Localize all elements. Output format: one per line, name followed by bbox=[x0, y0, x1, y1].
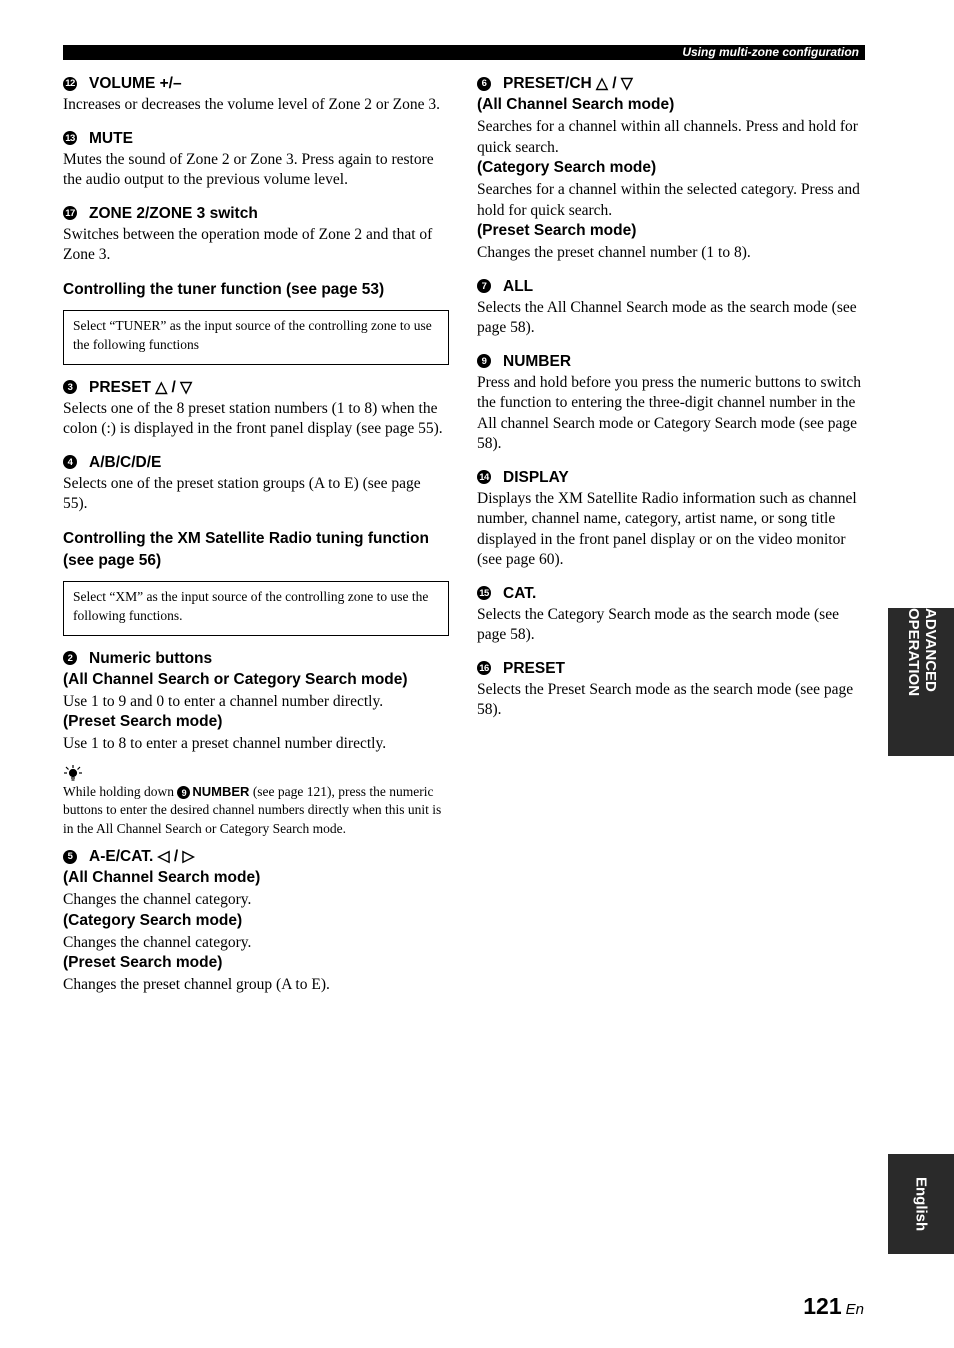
all-item bbox=[477, 277, 865, 339]
tuner-heading: Controlling the tuner function (see page 53) bbox=[63, 280, 385, 298]
numeric-title: Numeric buttons bbox=[89, 649, 213, 667]
advanced-operation-label: ADVANCED OPERATION bbox=[905, 608, 939, 697]
volume-item bbox=[63, 74, 449, 116]
display-item bbox=[477, 468, 865, 571]
presetch-item bbox=[477, 74, 865, 264]
display-title: DISPLAY bbox=[503, 468, 569, 486]
number-badge: 2 bbox=[63, 651, 77, 665]
tip-lightbulb-icon bbox=[63, 764, 83, 781]
volume-title: VOLUME +/– bbox=[89, 75, 182, 92]
numeric-text1: Use 1 to 9 and 0 to enter a channel number directly. bbox=[63, 692, 384, 710]
number-badge: 3 bbox=[63, 380, 77, 394]
number-badge: 5 bbox=[63, 850, 77, 864]
page-number bbox=[803, 1293, 864, 1320]
number-badge: 12 bbox=[63, 77, 77, 91]
english-tab bbox=[888, 1154, 954, 1254]
number-badge: 9 bbox=[177, 786, 190, 799]
number-button-ref: NUMBER bbox=[192, 783, 250, 799]
volume-text: Increases or decreases the volume level of Zone 2 or Zone 3. bbox=[63, 96, 441, 113]
presetch-text1: Searches for a channel within all channels. Press and hold for quick search. bbox=[477, 118, 858, 156]
zone-item bbox=[63, 204, 449, 266]
aecat-title: A-E/CAT. ◁ / ▷ bbox=[89, 848, 195, 865]
number-badge: 14 bbox=[477, 470, 491, 484]
numeric-sub1: (All Channel Search or Category Search mode) bbox=[63, 670, 408, 688]
page-number-value: 121 bbox=[803, 1293, 842, 1319]
number-badge: 9 bbox=[477, 354, 491, 368]
preset-item bbox=[63, 378, 449, 440]
header-bar bbox=[63, 45, 865, 60]
preset-title: PRESET △ / ▽ bbox=[89, 378, 193, 396]
left-column bbox=[63, 74, 449, 996]
tuner-box: Select “TUNER” as the input source of the controlling zone to use the following functions bbox=[63, 310, 449, 365]
zone-title: ZONE 2/ZONE 3 switch bbox=[89, 204, 258, 222]
cat-title: CAT. bbox=[503, 584, 537, 602]
number-badge: 15 bbox=[477, 586, 491, 600]
preset-text: Selects one of the 8 preset station numbers (1 to 8) when the colon (:) is displayed in the front panel display (see page 55). bbox=[63, 399, 443, 437]
mute-text: Mutes the sound of Zone 2 or Zone 3. Press again to restore the audio output to the previous volume level. bbox=[63, 150, 434, 188]
english-label: English bbox=[912, 1176, 930, 1232]
mute-item bbox=[63, 129, 449, 191]
cat-item bbox=[477, 584, 865, 646]
presetmode-text: Selects the Preset Search mode as the search mode (see page 58). bbox=[477, 680, 854, 718]
aecat-text1: Changes the channel category. bbox=[63, 891, 252, 908]
presetch-title: PRESET/CH △ / ▽ bbox=[503, 75, 633, 92]
number-item bbox=[477, 352, 865, 455]
presetch-sub2: (Category Search mode) bbox=[477, 159, 657, 176]
tip-note bbox=[63, 764, 449, 839]
number-badge: 6 bbox=[477, 77, 491, 91]
aecat-item bbox=[63, 847, 449, 996]
display-text: Displays the XM Satellite Radio information such as channel number, channel name, category, artist name, or song title displayed in the front panel display or on the video monitor (see page 60). bbox=[477, 489, 857, 568]
mute-title: MUTE bbox=[89, 129, 133, 147]
number-badge: 7 bbox=[477, 279, 491, 293]
cat-text: Selects the Category Search mode as the search mode (see page 58). bbox=[477, 605, 839, 643]
all-text: Selects the All Channel Search mode as the search mode (see page 58). bbox=[477, 298, 857, 336]
aecat-text3: Changes the preset channel group (A to E). bbox=[63, 976, 330, 993]
numeric-item bbox=[63, 649, 449, 755]
abcde-text: Selects one of the preset station groups (A to E) (see page 55). bbox=[63, 474, 421, 512]
tip-text: While holding down 9 NUMBER (see page 121), press the numeric buttons to enter the desired channel numbers directly when this unit is in the All Channel Search or Category Search mode. bbox=[63, 783, 442, 836]
number-title: NUMBER bbox=[503, 352, 572, 370]
number-badge: 16 bbox=[477, 661, 491, 675]
presetch-text2: Searches for a channel within the selected category. Press and hold for quick search. bbox=[477, 181, 860, 219]
header-title: Using multi-zone configuration bbox=[682, 45, 859, 59]
numeric-text2: Use 1 to 8 to enter a preset channel number directly. bbox=[63, 735, 387, 752]
presetch-sub1: (All Channel Search mode) bbox=[477, 96, 675, 113]
advanced-operation-tab bbox=[888, 608, 954, 756]
right-column bbox=[477, 74, 865, 721]
aecat-sub2: (Category Search mode) bbox=[63, 911, 243, 929]
aecat-sub3: (Preset Search mode) bbox=[63, 954, 223, 971]
aecat-text2: Changes the channel category. bbox=[63, 933, 252, 951]
number-text: Press and hold before you press the numeric buttons to switch the function to entering the three-digit channel number in the All channel Search mode or Category Search mode (see page 58). bbox=[477, 373, 861, 452]
xm-box: Select “XM” as the input source of the controlling zone to use the following functions. bbox=[63, 581, 449, 636]
xm-heading: Controlling the XM Satellite Radio tuning function (see page 56) bbox=[63, 529, 429, 569]
aecat-sub1: (All Channel Search mode) bbox=[63, 869, 261, 886]
zone-text: Switches between the operation mode of Zone 2 and that of Zone 3. bbox=[63, 225, 433, 263]
presetch-sub3: (Preset Search mode) bbox=[477, 222, 637, 239]
number-badge: 17 bbox=[63, 206, 77, 220]
page-language: En bbox=[845, 1301, 864, 1318]
presetch-text3: Changes the preset channel number (1 to 8). bbox=[477, 244, 751, 261]
abcde-item bbox=[63, 453, 449, 515]
abcde-title: A/B/C/D/E bbox=[89, 453, 162, 471]
presetmode-item bbox=[477, 659, 865, 721]
number-badge: 4 bbox=[63, 455, 77, 469]
numeric-sub2: (Preset Search mode) bbox=[63, 713, 223, 730]
number-badge: 13 bbox=[63, 131, 77, 145]
all-title: ALL bbox=[503, 277, 534, 295]
presetmode-title: PRESET bbox=[503, 659, 566, 677]
